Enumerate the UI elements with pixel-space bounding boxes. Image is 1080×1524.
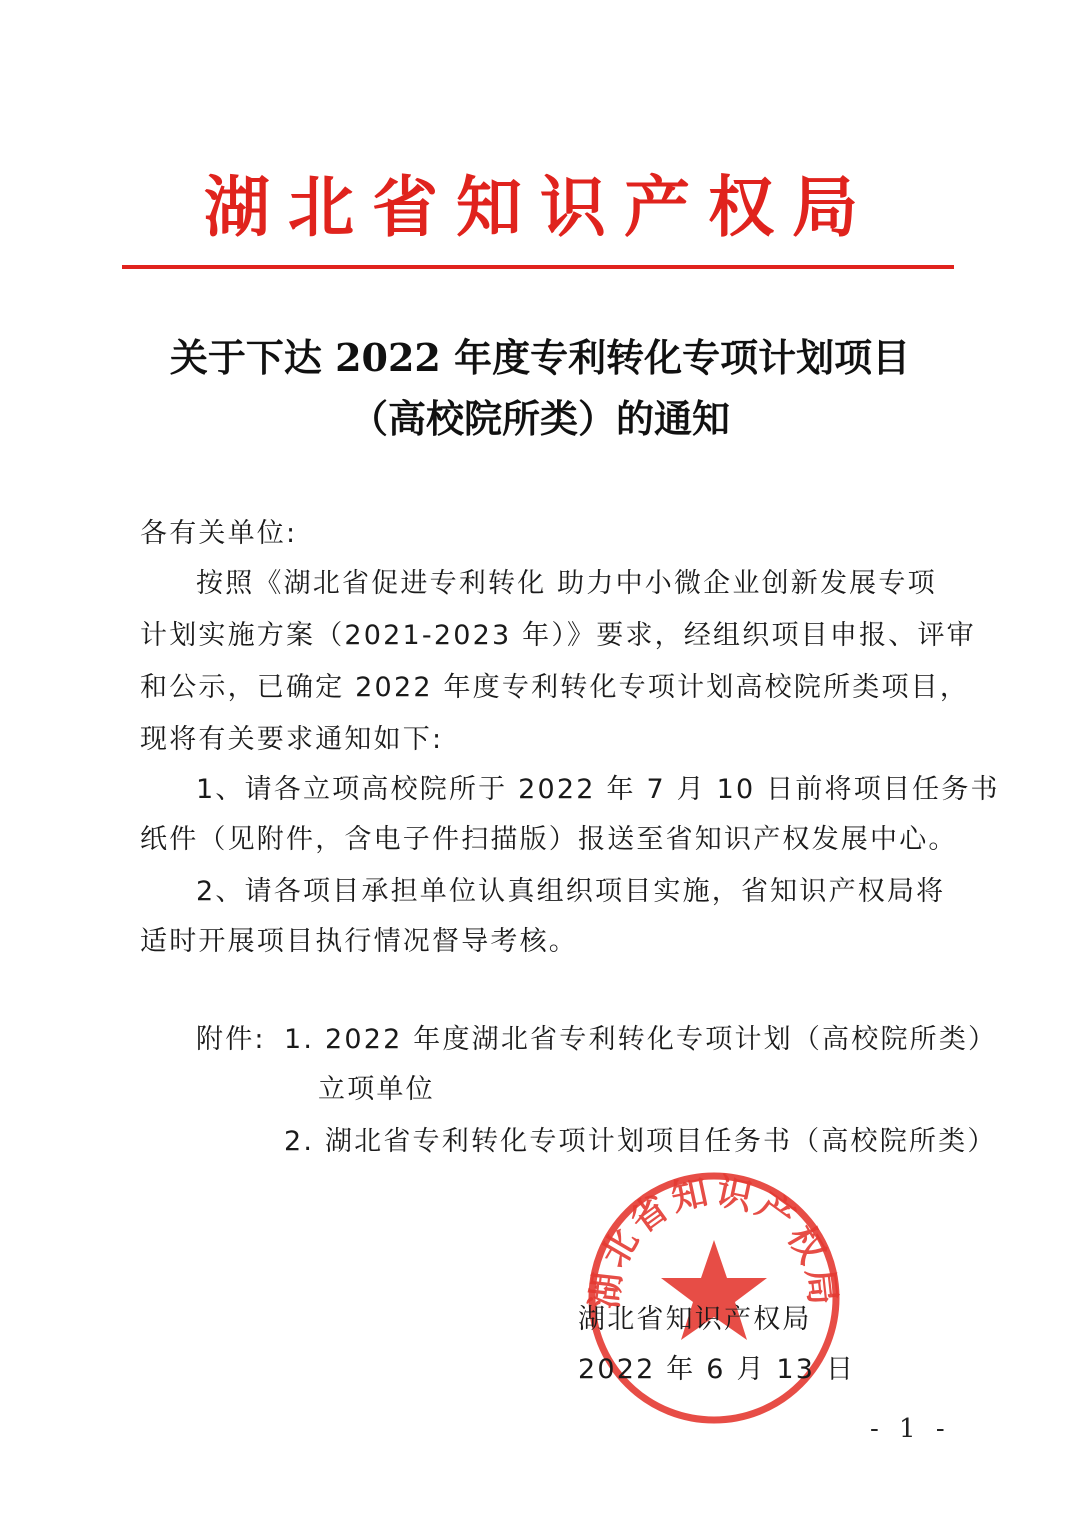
letterhead-red-rule: [122, 265, 954, 269]
body-paragraph-1-line-1: 按照《湖北省促进专利转化 助力中小微企业创新发展专项: [196, 568, 937, 599]
attachment-2: 2. 湖北省专利转化专项计划项目任务书（高校院所类）: [284, 1126, 997, 1157]
document-title-line-1: 关于下达 2022 年度专利转化专项计划项目: [169, 335, 911, 380]
body-paragraph-1-line-2: 计划实施方案（2021-2023 年）》要求，经组织项目申报、评审: [140, 620, 976, 651]
salutation: 各有关单位:: [140, 518, 298, 549]
body-paragraph-1-line-3: 和公示，已确定 2022 年度专利转化专项计划高校院所类项目，: [140, 672, 970, 703]
document-title-line-2: （高校院所类）的通知: [349, 396, 730, 441]
official-seal: [584, 1168, 844, 1428]
attachments-label: 附件:: [196, 1024, 266, 1055]
page-number: - 1 -: [870, 1414, 951, 1444]
signature-date: 2022 年 6 月 13 日: [578, 1354, 856, 1385]
seal-text: 湖北省知识产权局: [584, 1171, 844, 1311]
requirement-2-line-2: 适时开展项目执行情况督导考核。: [140, 926, 578, 957]
requirement-2-line-1: 2、请各项目承担单位认真组织项目实施，省知识产权局将: [196, 876, 946, 907]
signature-organization: 湖北省知识产权局: [578, 1304, 812, 1335]
letterhead-title: 湖北省知识产权局: [204, 169, 876, 246]
requirement-1-line-1: 1、请各立项高校院所于 2022 年 7 月 10 日前将项目任务书: [196, 774, 1000, 805]
requirement-1-line-2: 纸件（见附件，含电子件扫描版）报送至省知识产权发展中心。: [140, 824, 958, 855]
body-paragraph-1-line-4: 现将有关要求通知如下:: [140, 724, 444, 755]
attachment-1-line-2: 立项单位: [318, 1074, 435, 1105]
attachment-1-line-1: 1. 2022 年度湖北省专利转化专项计划（高校院所类）: [284, 1024, 998, 1055]
